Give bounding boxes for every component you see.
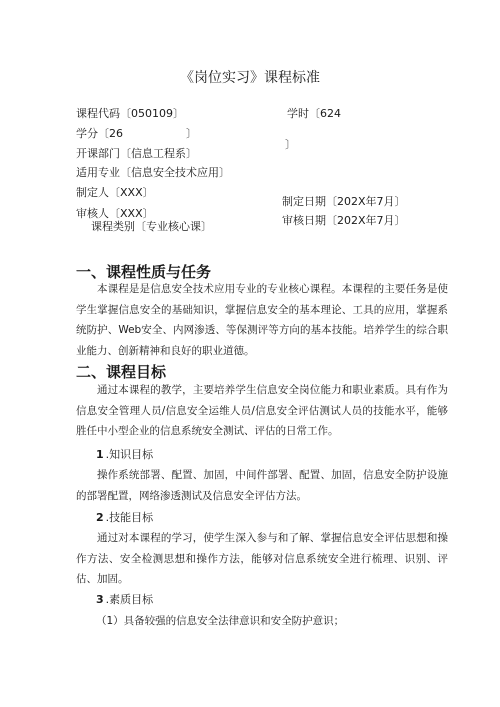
goal-skill-text: 通过对本课程的学习，使学生深入参与和了解、掌握信息安全评估思想和操作方法、安全检测思想和操作方法，能够对信息系统安全进行梳理、识别、评估、加固。: [76, 532, 448, 585]
section-heading-nature: 一、课程性质与任务: [76, 263, 212, 281]
goal-quality-heading: [96, 591, 153, 607]
author: 制定人〔XXX〕: [76, 186, 154, 199]
course-hours-close: 〕: [285, 138, 296, 151]
offering-department: 开课部门〔信息工程系〕: [76, 147, 197, 160]
goal-skill-heading: [96, 509, 153, 525]
goal-label: .知识目标: [105, 448, 154, 461]
section-text-nature: 本课程是是信息安全技术应用专业的专业核心课程。本课程的主要任务是使学生掌握信息安全的基础知识，掌握信息安全的基本理论、工具的应用，掌握系统防护、Web安全、内网渗透、等保测评等方向的基本技能。培养学生的综合职业能力、创新精神和良好的职业道德。: [76, 283, 448, 357]
goal-label: .技能目标: [105, 511, 154, 524]
date-reviewed: 审核日期〔202X年7月〕: [282, 214, 406, 227]
applicable-major: 适用专业〔信息安全技术应用〕: [76, 166, 230, 179]
date-made: 制定日期〔202X年7月〕: [282, 195, 406, 208]
course-hours: 学时〔624: [287, 107, 341, 120]
goal-label: .素质目标: [105, 593, 154, 606]
section-text-goals: 通过本课程的教学，主要培养学生信息安全岗位能力和职业素质。具有作为信息安全管理人员/信息安全运维人员/信息安全评估测试人员的技能水平，能够胜任中小型企业的信息系统安全测试、评估的日常工作。: [76, 384, 448, 437]
goal-quality-item: （1）具备较强的信息安全法律意识和安全防护意识；: [96, 615, 345, 627]
course-category: 课程类别〔专业核心课〕: [91, 220, 212, 233]
goal-number: 2: [96, 511, 104, 524]
document-title: 《岗位实习》课程标准: [180, 70, 320, 86]
course-credits-close: 〕: [186, 127, 197, 140]
course-code: 课程代码〔050109〕: [76, 107, 184, 120]
goal-knowledge-text: 操作系统部署、配置、加固，中间件部署、配置、加固，信息安全防护设施的部署配置，网络渗透测试及信息安全评估方法。: [76, 469, 448, 502]
goal-number: 3: [96, 593, 104, 606]
section-heading-goals: 二、课程目标: [76, 363, 167, 381]
course-credits: 学分〔26: [76, 127, 123, 140]
goal-number: 1: [96, 448, 104, 461]
reviewer: 审核人〔XXX〕: [76, 207, 154, 220]
goal-knowledge-heading: [96, 446, 153, 462]
